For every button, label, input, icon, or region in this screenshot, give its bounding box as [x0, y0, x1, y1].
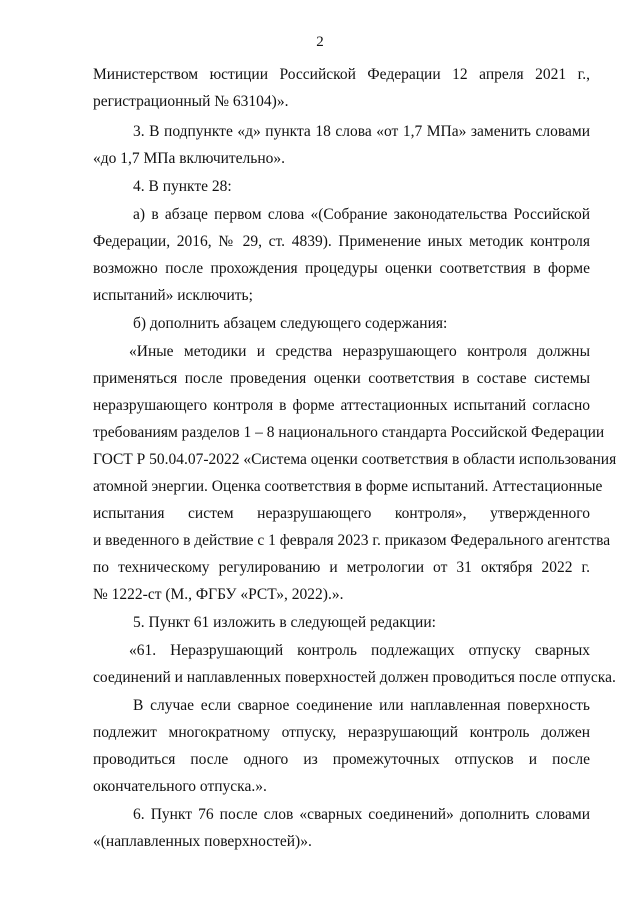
text-line: Федерации, 2016, № 29, ст. 4839). Применение иных методик контроля: [93, 233, 590, 250]
text-line: испытаний» исключить;: [93, 287, 253, 304]
text-line: требованиям разделов 1 – 8 национального стандарта Российской Федерации: [93, 424, 605, 441]
text-line: атомной энергии. Оценка соответствия в форме испытаний. Аттестационные: [93, 478, 603, 495]
text-line: проводиться после одного из промежуточных отпусков и после: [93, 751, 590, 768]
page-number: 2: [316, 34, 324, 50]
text-line: 4. В пункте 28:: [133, 178, 232, 195]
text-line: № 1222-ст (М., ФГБУ «РСТ», 2022).».: [93, 586, 344, 603]
text-line: окончательного отпуска.».: [93, 778, 267, 795]
text-line: «61. Неразрушающий контроль подлежащих отпуску сварных: [129, 642, 590, 659]
text-line: 6. Пункт 76 после слов «сварных соединений» дополнить словами: [133, 806, 590, 823]
text-line: неразрушающего контроля в форме аттестационных испытаний согласно: [93, 397, 590, 414]
text-line: «(наплавленных поверхностей)».: [93, 833, 312, 850]
text-line: «до 1,7 МПа включительно».: [93, 150, 286, 167]
text-line: и введенного в действие с 1 февраля 2023 г. приказом Федерального агентства: [93, 532, 611, 549]
text-line: 5. Пункт 61 изложить в следующей редакции:: [133, 614, 436, 631]
text-line: применяться после проведения оценки соответствия в составе системы: [93, 370, 590, 387]
text-line: возможно после прохождения процедуры оценки соответствия в форме: [93, 260, 590, 277]
text-line: В случае если сварное соединение или наплавленная поверхность: [133, 697, 590, 714]
text-line: по техническому регулированию и метрологии от 31 октября 2022 г.: [93, 559, 590, 576]
text-line: а) в абзаце первом слова «(Собрание законодательства Российской: [133, 206, 590, 223]
text-line: соединений и наплавленных поверхностей должен проводиться после отпуска.: [93, 669, 616, 686]
text-line: подлежит многократному отпуску, неразрушающий контроль должен: [93, 724, 590, 741]
text-line: ГОСТ Р 50.04.07-2022 «Система оценки соответствия в области использования: [93, 451, 617, 468]
text-line: испытания систем неразрушающего контроля», утвержденного: [93, 505, 590, 522]
text-line: б) дополнить абзацем следующего содержания:: [133, 315, 448, 332]
text-line: Министерством юстиции Российской Федерации 12 апреля 2021 г.,: [93, 66, 590, 83]
text-line: регистрационный № 63104)».: [93, 93, 289, 110]
text-line: 3. В подпункте «д» пункта 18 слова «от 1,7 МПа» заменить словами: [133, 123, 590, 140]
text-line: «Иные методики и средства неразрушающего контроля должны: [129, 343, 590, 360]
